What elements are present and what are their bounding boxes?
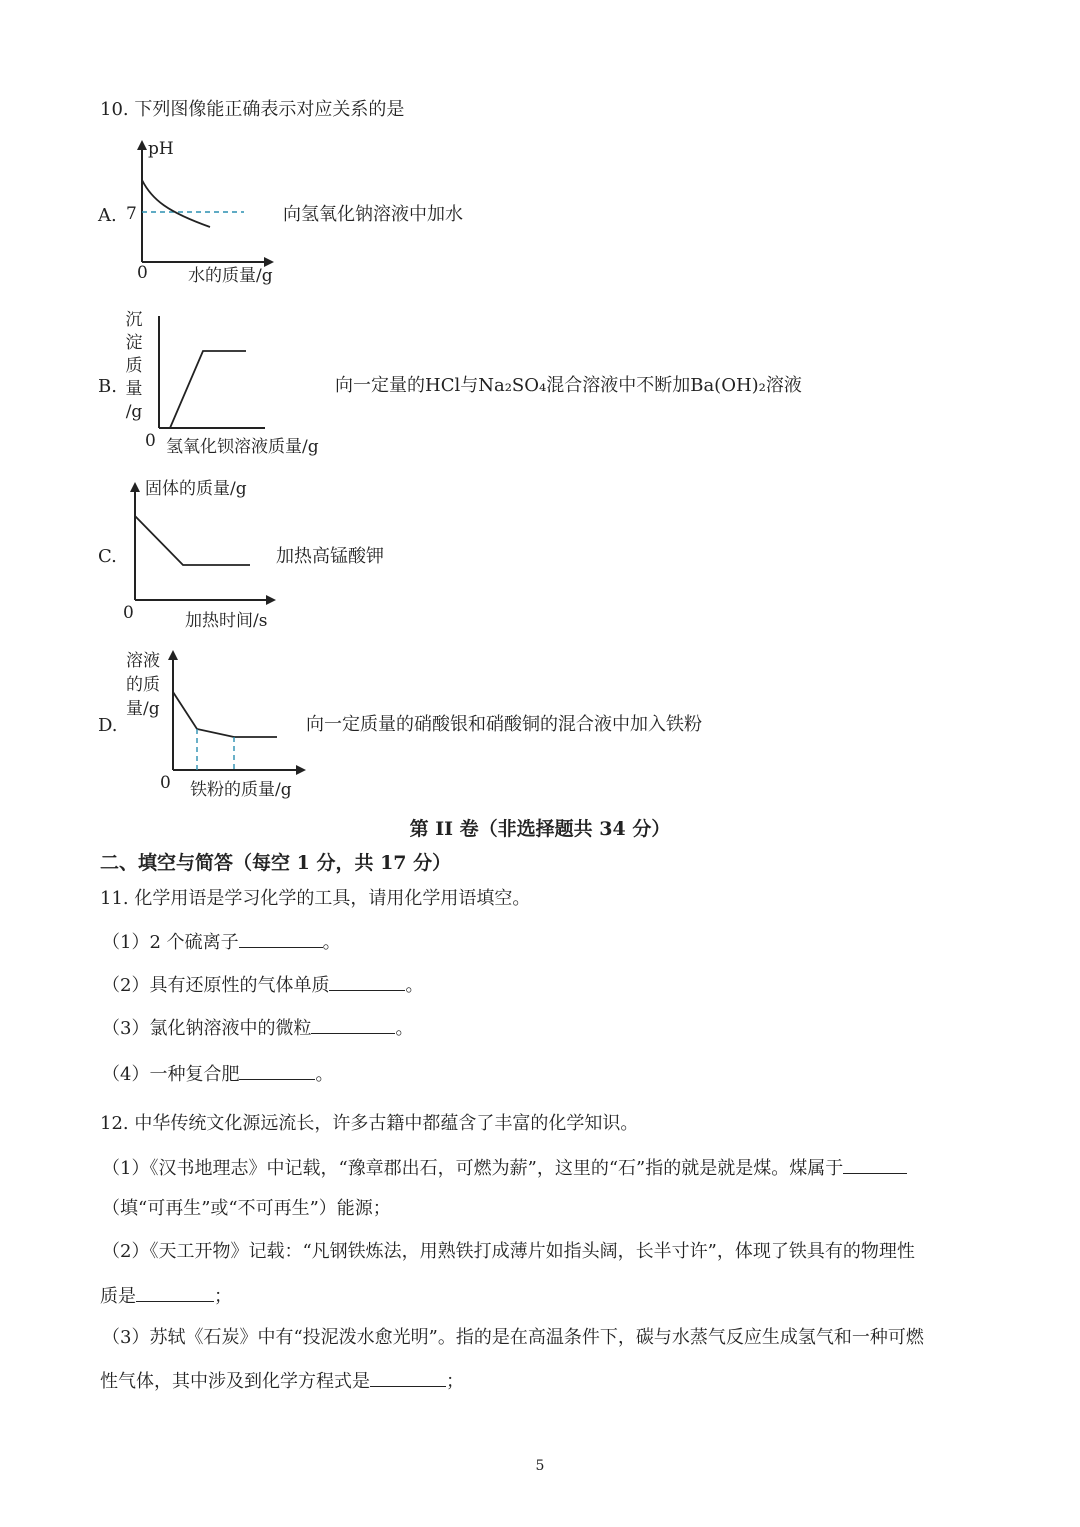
answer-blank[interactable]	[843, 1155, 907, 1174]
option-d-graph	[0, 0, 1, 1]
option-b-description: 向一定量的HCl与Na₂SO₄混合溶液中不断加Ba(OH)₂溶液	[335, 375, 802, 396]
option-c-ylabel: 固体的质量/g	[145, 479, 247, 499]
answer-blank[interactable]	[239, 929, 323, 948]
option-c-description: 加热高锰酸钾	[276, 546, 384, 567]
option-b-ylabel: 沉 淀 质 量 /g	[125, 310, 143, 422]
q12-item-2-line-2: 质是 ；	[100, 1283, 232, 1309]
q11-stem: 11. 化学用语是学习化学的工具，请用化学用语填空。	[100, 888, 531, 909]
page-number: 5	[535, 1458, 545, 1474]
q11-item-1: （1）2 个硫离子 。	[102, 929, 341, 955]
q12-item-1-line-2: （填“可再生”或“不可再生”）能源；	[102, 1198, 391, 1219]
option-b-xlabel: 氢氧化钡溶液质量/g	[166, 437, 319, 457]
option-d-letter: D.	[98, 715, 118, 736]
q12-stem: 12. 中华传统文化源远流长，许多古籍中都蕴含了丰富的化学知识。	[100, 1113, 639, 1134]
option-a-description: 向氢氧化钠溶液中加水	[283, 204, 463, 225]
option-a-letter: A.	[98, 205, 117, 226]
option-c-letter: C.	[98, 546, 117, 567]
option-a-tick-7: 7	[126, 204, 137, 224]
option-b-letter: B.	[98, 376, 117, 397]
answer-blank[interactable]	[136, 1283, 214, 1302]
option-a-xlabel: 水的质量/g	[188, 266, 273, 286]
q11-item-3: （3）氯化钠溶液中的微粒 。	[102, 1015, 413, 1041]
section-title: 第 II 卷（非选择题共 34 分）	[409, 818, 671, 840]
option-d-xlabel: 铁粉的质量/g	[190, 780, 292, 800]
option-a-ylabel: pH	[148, 139, 174, 159]
option-c-origin: 0	[123, 603, 134, 623]
answer-blank[interactable]	[370, 1368, 446, 1387]
answer-blank[interactable]	[239, 1061, 315, 1080]
option-d-description: 向一定质量的硝酸银和硝酸铜的混合液中加入铁粉	[306, 714, 702, 735]
option-c-xlabel: 加热时间/s	[185, 611, 268, 631]
section-heading: 二、填空与简答（每空 1 分，共 17 分）	[100, 852, 452, 874]
answer-blank[interactable]	[329, 972, 405, 991]
q11-item-2: （2）具有还原性的气体单质 。	[102, 972, 423, 998]
q12-item-3-line-1: （3）苏轼《石炭》中有“投泥泼水愈光明”。指的是在高温条件下，碳与水蒸气反应生成氢气和一种可燃	[102, 1327, 924, 1348]
option-a-origin: 0	[137, 263, 148, 283]
q12-item-2-line-1: （2）《天工开物》记载：“凡钢铁炼法，用熟铁打成薄片如指头阔，长半寸许”，体现了铁具有的物理性	[102, 1241, 915, 1262]
option-d-origin: 0	[160, 773, 171, 793]
answer-blank[interactable]	[311, 1015, 395, 1034]
option-b-origin: 0	[145, 431, 156, 451]
q12-item-3-line-2: 性气体，其中涉及到化学方程式是 ；	[100, 1368, 464, 1394]
q11-item-4: （4）一种复合肥 。	[102, 1061, 333, 1087]
option-d-ylabel: 溶液 的质 量/g	[126, 651, 160, 719]
q10-stem: 10. 下列图像能正确表示对应关系的是	[100, 99, 405, 120]
q12-item-1-line-1: （1）《汉书地理志》中记载，“豫章郡出石，可燃为薪”，这里的“石”指的就是就是煤。煤属于	[102, 1155, 907, 1181]
